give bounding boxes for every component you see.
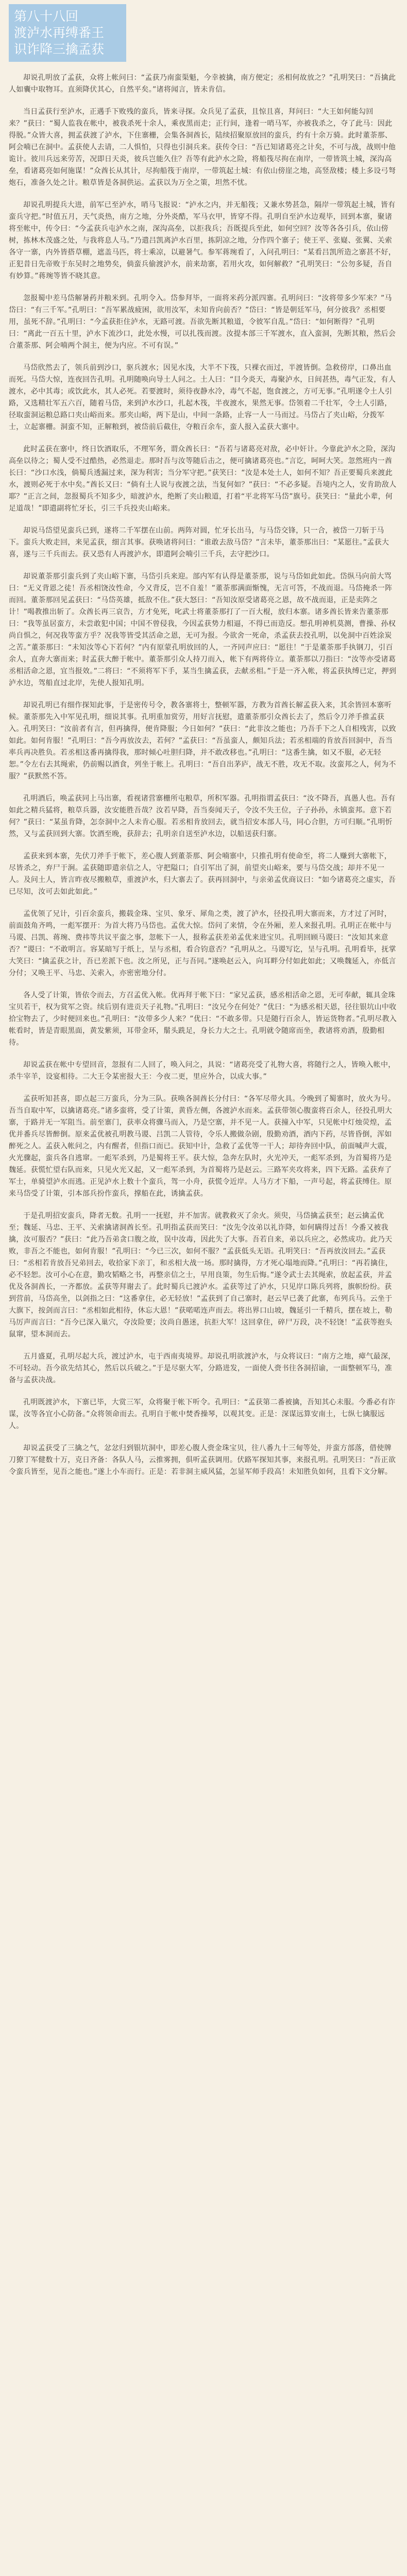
paragraph: 孟优领了兄计，引百余蛮兵，搬载金珠、宝贝、象牙、犀角之类，渡了泸水，径投孔明大寨而来，方才过了河时，前面鼓角齐鸣，一彪军摆开：为首大将乃马岱也。孟优大惊。岱问了来情，令在外厢，差人来报孔明。孔明正在帐中与马谡、吕凯、蒋琬、费祎等共议平蛮之事，忽帐下一人，报称孟获差弟孟优来进宝贝。孔明回顾马谡曰：“汝知其来意否？”谡曰：“不敢明言。容某暗写于纸上，呈与丞相，看合钧意否？”孔明从之。马谡写讫，呈与孔明。孔明看毕，抚掌大笑曰：“擒孟获之计，吾已差派下也。汝之所见，正与吾同。”遂唤赵云入，向耳畔分付如此如此；又唤魏延入，亦低言分付；又唤王平、马忠、关索入，亦密密地分付。 xyxy=(9,910,396,977)
chapter-title-line-1: 渡泸水再缚番王 xyxy=(14,25,105,40)
paragraph: 当日孟获行至泸水，正遇手下败残的蛮兵，皆来寻探。众兵见了孟获，且惊且喜，拜问曰：“大王如何能勾回来？”获曰：“蜀人监我在帐中，被我杀死十余人，乘夜黑而走；正行间，逢着一哨马军，亦被我杀之，夺了此马：因此得脱。”众皆大喜，拥孟获渡了泸水，下住寨栅，会集各洞酋长，陆续招聚原放回的蛮兵，约有十余万骑。此时董荼那、阿会喃已在洞中。孟获使人去请，二人惧怕，只得也引洞兵来。获传令曰：“吾已知诸葛亮之计矣，不可与战，战则中他诡计。彼川兵远来劳苦，况即日天炎，彼兵岂能久住？吾等有此泸水之险，将船筏尽拘在南岸，一带皆筑土城，深沟高垒，看诸葛亮如何施谋！”众酋长从其计，尽拘船筏于南岸，一带筑起土城：有依山傍崖之地，高竖敌楼；楼上多设弓弩炮石，准备久处之计。粮草皆是各洞供运。孟获以为万全之策，坦然不忧。 xyxy=(9,108,396,187)
paragraph: 马岱欣然去了，领兵前到沙口，驱兵渡水；因见水浅，大半不下筏，只裸衣而过，半渡皆倒。急救傍岸，口鼻出血而死。马岱大惊，连夜回告孔明。孔明随唤向导土人问之。土人曰：“目今炎天，毒聚泸水，日间甚热，毒气正发，有人渡水，必中其毒；或饮此水，其人必死。若要渡时，须待夜静水冷，毒气不起，饱食渡之，方可无事。”孔明遂令土人引路，又选精壮军五六百，随着马岱，来到泸水沙口，扎起木筏，半夜渡水，果然无事。岱领着二千壮军，令土人引路，径取蛮洞运粮总路口夹山峪而来。那夹山峪，两下是山，中间一条路，止容一人一马而过。马岱占了夹山峪，分拨军士，立起寨栅。洞蛮不知，正解粮到，被岱前后截住，夺粮百余车，蛮人报入孟获大寨中。 xyxy=(9,364,396,431)
paragraph: 忽报蜀中差马岱解暑药并粮米到。孔明令入。岱参拜毕，一面将米药分派四寨。孔明问曰：“汝将带多少军来？”马岱曰：“有三千军。”孔明曰：“吾军累战疲困，欲用汝军，未知肯向前否？”岱曰：“皆是朝廷军马，何分彼我？丞相要用，虽死不辞。”孔明曰：“今孟获拒住泸水，无路可渡。吾欲先断其粮道，令彼军自乱。”岱曰：“如何断得？”孔明曰：“离此一百五十里，泸水下流沙口，此处水慢，可以扎筏而渡。汝提本部三千军渡水，直入蛮洞，先断其粮，然后会合董荼那、阿会喃两个洞主，便为内应。不可有误。” xyxy=(9,294,396,350)
chapter-number: 第八十八回 xyxy=(14,9,79,24)
paragraph: 却说孟获在帐中专望回音，忽报有二人回了，唤入问之，具说：“诸葛亮受了礼物大喜，将随行之人，皆唤入帐中，杀牛宰羊，设宴相待。二大王令某密报大王：今夜二更，里应外合，以成大事。” xyxy=(9,1061,396,1081)
chapter-text xyxy=(9,72,398,1488)
paragraph: 孔明酒后，唤孟获同上马出寨，看视诸营寨栅所屯粮草，所积军器。孔明指谓孟获曰：“汝不降吾，真愚人也。吾有如此之精兵猛将，粮草兵器，汝安能胜吾哉？汝若早降，吾当奏闻天子，令汝不失王位，子子孙孙，永镇蛮邦。意下若何？”获曰：“某虽肯降，怎奈洞中之人未肯心服。若丞相肯放回去，就当招安本部人马，同心合胆，方可归顺。”孔明忻然，又与孟获回到大寨。饮酒至晚，获辞去；孔明亲自送至泸水边，以船送获归寨。 xyxy=(9,794,396,838)
paragraph: 各人受了计策，皆依令而去，方召孟优入帐。优再拜于帐下曰：“家兄孟获，感丞相活命之恩，无可奉献，辄具金珠宝贝若干，权为赏军之资。续后别有进贡天子礼物。”孔明曰：“汝兄今在何处？”优曰：“为感丞相天恩，径往银坑山中收拾宝物去了，少时便回来也。”孔明曰：“汝带多少人来？”优曰：“不敢多带。只是随行百余人，皆运货物者。”孔明尽教入帐看时，皆是青眼黑面，黄发紫须，耳带金环，鬅头跣足，身长力大之士。孔明就令随席而坐，教诸将劝酒，殷勤相待。 xyxy=(9,991,397,1047)
paragraph: 五月盛夏，孔明尽起大兵，渡过泸水，屯于西南夷境界。却说孔明欲渡泸水，与众将议曰：“南方之地，瘴气最深，不可轻动。吾今欲先结其心，然后以兵破之。”于是尽驱大军，分路进发，一面使人赍书往各洞招谕，一面整顿军马，准备与孟获决战。 xyxy=(9,1352,396,1384)
paragraph: 孟获听知甚喜，即点起三万蛮兵，分为三队。获唤各洞酋长分付曰：“各军尽带火具。今晚到了蜀寨时，放火为号。吾当自取中军，以擒诸葛亮。”诸多蛮将，受了计策，黄昏左侧，各渡泸水而来。孟获带领心腹蛮将百余人，径投孔明大寨，于路并无一军阻当。前至寨门，获率众将骤马而入，乃是空寨，并不见一人。获撞入中军，只见帐中灯烛荧煌，孟优并番兵尽皆醉倒。原来孟优被孔明教马谡、吕凯二人管待，令乐人搬做杂剧，殷勤劝酒，酒内下药，尽皆昏倒，浑如醉死之人。孟获入帐问之，内有醒者，但指口而已。获知中计，急救了孟优等一干人；却待奔回中队，前面喊声大震，火光骤起，蛮兵各自逃窜。一彪军杀到，乃是蜀将王平。获大惊，急奔左队时，火光冲天，一彪军杀到，为首蜀将乃是魏延。获慌忙望右队而来，只见火光又起，又一彪军杀到，为首蜀将乃是赵云。三路军夹攻将来，四下无路。孟获弃了军士，单骑望泸水而逃。正见泸水上数十个蛮兵，驾一小舟，获慌令近岸。人马方才下船，一声号起，将孟获缚住。原来马岱受了计策，引本部兵扮作蛮兵，撑船在此，诱擒孟获。 xyxy=(9,1095,396,1198)
paragraph: 却说孟获受了三擒之气，忿忿归到银坑洞中，即差心腹人赍金珠宝贝，往八番九十三甸等处，并蛮方部落，借使牌刀獠丁军健数十万，克日齐备：各队人马，云推雾拥，俱听孟获调用。伏路军探知其事，来报孔明。孔明笑曰：“吾正欲令蛮兵皆至，见吾之能也。”遂上小车而行。正是：若非洞主威风猛，怎显军师手段高！未知胜负如何，且看下文分解。 xyxy=(9,1444,396,1476)
paragraph: 却说孔明提兵大进，前军已至泸水，哨马飞报说：“泸水之内，并无船筏；又兼水势甚急，隔岸一带筑起土城，皆有蛮兵守把。”时值五月，天气炎热，南方之地，分外炎酷，军马衣甲，皆穿不得。孔明自至泸水边观毕，回到本寨，聚诸将至帐中，传令曰：“今孟获兵屯泸水之南，深沟高垒，以拒我兵；吾既提兵至此，如何空回？汝等各各引兵，依山傍树，拣林木茂盛之处，与我将息人马。”乃遣吕凯离泸水百里，拣阴凉之地，分作四个寨子；使王平、张嶷、张翼、关索各守一寨，内外皆搭草棚，遮盖马匹，将士乘凉，以避暑气。参军蒋琬看了，入问孔明曰：“某看吕凯所造之寨甚不好，正犯昔日先帝败于东吴时之地势矣，倘蛮兵偷渡泸水，前来劫寨，若用火攻，如何解救？”孔明笑曰：“公勿多疑，吾自有妙算。”蒋琬等皆不晓其意。 xyxy=(9,201,396,280)
paragraph: 此时孟获在寨中，终日饮酒取乐，不理军务，谓众酋长曰：“吾若与诸葛亮对敌，必中奸计。今靠此泸水之险，深沟高垒以待之；蜀人受不过酷热，必然退走。那时吾与汝等随后击之，便可擒诸葛亮也。”言讫，呵呵大笑。忽然班内一酋长曰：“沙口水浅，倘蜀兵透漏过来，深为利害；当分军守把。”获笑曰：“汝是本处土人，如何不知？吾正要蜀兵来渡此水，渡则必死于水中矣。”酋长又曰：“倘有土人说与夜渡之法，当复何如？”获曰：“不必多疑。吾境内之人，安肯助敌人耶？”正言之间，忽报蜀兵不知多少，暗渡泸水，绝断了夹山粮道，打着“平北将军马岱”旗号。获笑曰：“量此小辈，何足道哉！”即遣副将忙牙长，引三千兵投夹山峪来。 xyxy=(9,445,397,513)
paragraph: 却说孔明放了孟获，众将上帐问曰：“孟获乃南蛮渠魁，今幸被擒，南方便定；丞相何故放之？”孔明笑曰：“吾擒此人如囊中取物耳。直须降伏其心，自然平矣。”诸将闻言，皆未肯信。 xyxy=(9,74,396,94)
paragraph: 孔明既渡泸水，下寨已毕，大赏三军，众将聚于帐下听令。孔明曰：“孟获第二番被擒，吾知其心未服。今番必有诈谋，汝等各宜小心防备。”众将领命而去。孔明自于帐中焚香操琴，以观其变。正是：深谋远算安南土，七纵七擒服远人。 xyxy=(9,1398,396,1430)
paragraph: 于是孔明招安蛮兵，降者无数。孔明一一抚慰，并不加害。就教救灭了余火。须臾，马岱擒孟获至；赵云擒孟优至；魏延、马忠、王平、关索擒诸洞酋长至。孔明指孟获而笑曰：“汝先令汝弟以礼诈降，如何瞒得过吾！今番又被我擒，汝可服否？”获曰：“此乃吾弟贪口腹之故，误中汝毒，因此失了大事。吾若自来，弟以兵应之，必然成功。此乃天败，非吾之不能也，如何肯服！”孔明曰：“今已三次，如何不服？”孟获低头无语。孔明笑曰：“吾再放汝回去。”孟获曰：“丞相若肯放吾兄弟回去，收拾家下亲丁，和丞相大战一场。那时擒得，方才死心塌地而降。”孔明曰：“再若擒住，必不轻恕。汝可小心在意，勤攻韬略之书，再整亲信之士，早用良策，勿生后悔。”遂令武士去其绳索，放起孟获，并孟优及各洞酋长，一齐都放。孟获等拜谢去了。此时蜀兵已渡泸水。孟获等过了泸水，只见岸口陈兵列将，旗帜纷纷。获到营前，马岱高坐，以剑指之曰：“这番拿住，必无轻放！”孟获到了自己寨时，赵云早已袭了此寨，布列兵马。云坐于大旗下，按剑而言曰：“丞相如此相待，休忘大恩！”获喏喏连声而去。将出界口山坡，魏延引一千精兵，摆在坡上，勒马厉声而言曰：“吾今已深入巢穴，夺汝险要；汝尚自愚迷，抗拒大军！这回拿住，碎尸万段，决不轻饶！”孟获等抱头鼠窜，望本洞而去。 xyxy=(9,1212,393,1338)
paragraph: 却说马岱望见蛮兵已到，遂将二千军摆在山前。两阵对圆，忙牙长出马，与马岱交锋，只一合，被岱一刀斩于马下。蛮兵大败走回，来见孟获，细言其事。获唤诸将问曰：“谁敢去敌马岱？”言未毕，董荼那出曰：“某愿往。”孟获大喜，遂与三千兵而去。获又恐有人再渡泸水，即遣阿会喃引三千兵，去守把沙口。 xyxy=(9,527,389,558)
paragraph: 却说董荼那引蛮兵到了夹山峪下寨，马岱引兵来迎。部内军有认得是董荼那，说与马岱如此如此。岱纵马向前大骂曰：“无义背恩之徒！吾丞相饶汝性命，今又背反，岂不自羞！”董荼那满面惭愧，无言可答，不战而退。马岱掩杀一阵而回。董荼那回见孟获曰：“马岱英雄，抵敌不住。”获大怒曰：“吾知汝原受诸葛亮之恩，故不战而退，正是卖阵之计！”喝教推出斩了。众酋长再三哀告，方才免死，叱武士将董荼那打了一百大棍，放归本寨。诸多酋长皆来告董荼那曰：“我等虽居蛮方，未尝敢犯中国；中国不曾侵我，今因孟获势力相逼，不得已而造反。想孔明神机莫测，曹操、孙权尚自惧之，何况我等蛮方乎？况我等皆受其活命之恩，无可为报。今欲舍一死命，杀孟获去投孔明，以免洞中百姓涂炭之苦。”董荼那曰：“未知汝等心下若何？”内有原蒙孔明放回的人，一齐同声应曰：“愿往！”于是董荼那手执钢刀，引百余人，直奔大寨而来；时孟获大醉于帐中。董荼那引众人持刀而入，帐下有两将侍立。董荼那以刀指曰：“汝等亦受诸葛丞相活命之恩，宜当报效。”二将曰：“不须将军下手，某当生擒孟获，去献丞相。”于是一齐入帐，将孟获执缚已定，押到泸水边，驾船直过北岸，先使人报知孔明。 xyxy=(9,572,397,687)
paragraph: 却说孔明已有细作探知此事，于是密传号令，教各寨将士，整顿军器，方教为首酋长解孟获入来，其余皆回本寨听候。董荼那先入中军见孔明，细说其事。孔明重加赏劳，用好言抚慰，遣董荼那引众酋长去了，然后令刀斧手推孟获入。孔明笑曰：“汝前者有言，但再擒得，便肯降服；今日如何？”获曰：“此非汝之能也；乃吾手下之人自相残害，以致如此。如何肯服！”孔明曰：“吾今再放汝去，若何？”孟获曰：“吾虽蛮人，颇知兵法；若丞相端的肯放吾回洞中，吾当率兵再决胜负。若丞相这番再擒得我，那时倾心吐胆归降，并不敢改移也。”孔明曰：“这番生擒，如又不服，必无轻恕。”令左右去其绳索，仍前赐以酒食，列坐于帐上。孔明曰：“吾自出茅庐，战无不胜，攻无不取。汝蛮邦之人，何为不服？”获默然不答。 xyxy=(9,701,396,781)
chapter-title-block xyxy=(9,4,126,62)
chapter-title-line-2: 识诈降三擒孟获 xyxy=(14,42,105,57)
paragraph: 孟获来到本寨，先伏刀斧手于帐下，差心腹人到董荼那、阿会喃寨中，只推孔明有使命至，将二人赚到大寨帐下，尽皆杀之，弃尸于涧。孟获随即遣亲信之人，守把隘口；自引军出了洞，前望夹山峪来，要与马岱交战；却并不见一人。及问土人，皆言昨夜尽搬粮草，重渡泸水，归大寨去了。获再回洞中，与亲弟孟优商议曰：“如今诸葛亮之虚实，吾已尽知，汝可去如此如此。” xyxy=(9,852,396,896)
